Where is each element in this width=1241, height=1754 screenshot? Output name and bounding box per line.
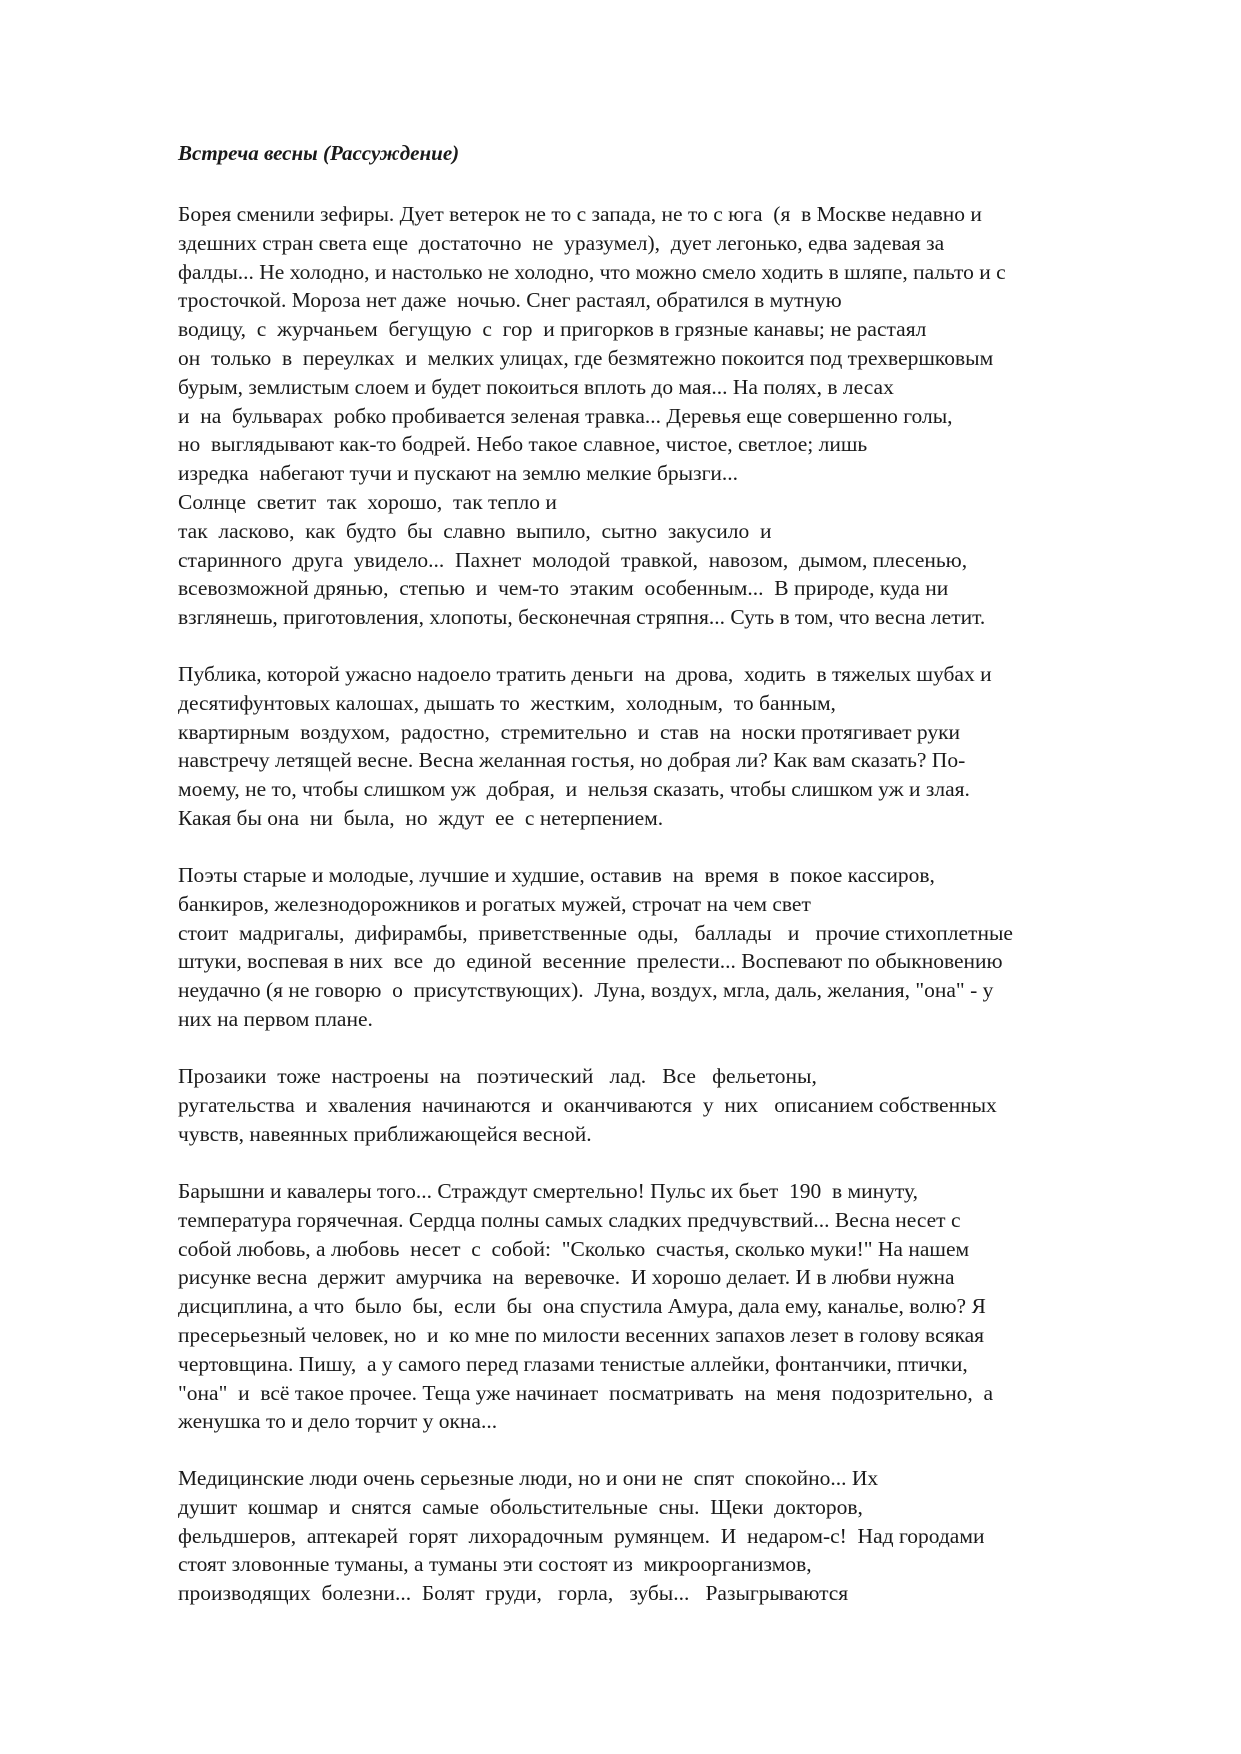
document-title: Встреча весны (Рассуждение) <box>178 141 460 165</box>
text-line: собой любовь, а любовь несет с собой: "Сколько счастья, сколько муки!" На нашем <box>178 1236 970 1261</box>
text-line: Барышни и кавалеры того... Страждут смертельно! Пульс их бьет 190 в минуту, <box>178 1179 918 1203</box>
text-line: но выглядывают как-то бодрей. Небо такое славное, чистое, светлое; лишь <box>178 432 868 457</box>
paragraph-5 <box>178 1177 1158 1436</box>
text-line: стоит мадригалы, дифирамбы, приветственные оды, баллады и прочие стихоплетные <box>178 920 1013 945</box>
paragraph-6 <box>178 1464 1158 1608</box>
text-line: штуки, воспевая в них все до единой весенние прелести... Воспевают по обыкновению <box>178 949 1003 974</box>
text-line: неудачно (я не говорю о присутствующих). Луна, воздух, мгла, даль, желания, "она" - у <box>178 978 994 1003</box>
text-line: Борея сменили зефиры. Дует ветерок не то с запада, не то с юга (я в Москве недавно и <box>178 202 982 226</box>
paragraph-3 <box>178 861 1158 1034</box>
text-line: водицу, с журчаньем бегущую с гор и пригорков в грязные канавы; не растаял <box>178 317 927 342</box>
text-line: изредка набегают тучи и пускают на землю мелкие брызги... <box>178 461 739 486</box>
text-line: здешних стран света еще достаточно не уразумел), дует легонько, едва задевая за <box>178 230 945 255</box>
text-line: "она" и всё такое прочее. Теща уже начинает посматривать на меня подозрительно, а <box>178 1380 994 1405</box>
text-line: фельдшеров, аптекарей горят лихорадочным румянцем. И недаром-с! Над городами <box>178 1523 985 1548</box>
text-line: женушка то и дело торчит у окна... <box>178 1409 498 1434</box>
text-line: душит кошмар и снятся самые обольстительные сны. Щеки докторов, <box>178 1494 863 1519</box>
text-line: Поэты старые и молодые, лучшие и худшие, оставив на время в покое кассиров, <box>178 863 935 887</box>
text-line: так ласково, как будто бы славно выпило, сытно закусило и <box>178 518 772 543</box>
text-line: банкиров, железнодорожников и рогатых мужей, строчат на чем свет <box>178 891 811 916</box>
text-line: чувств, навеянных приближающейся весной. <box>178 1121 592 1146</box>
text-line: них на первом плане. <box>178 1006 373 1031</box>
text-line: стоят зловонные туманы, а туманы эти состоят из микроорганизмов, <box>178 1552 812 1577</box>
text-line: квартирным воздухом, радостно, стремительно и став на носки протягивает руки <box>178 719 961 744</box>
text-line: моему, не то, чтобы слишком уж добрая, и нельзя сказать, чтобы слишком уж и злая. <box>178 777 970 802</box>
text-line: бурым, землистым слоем и будет покоиться вплоть до мая... На полях, в лесах <box>178 374 894 399</box>
paragraph-4 <box>178 1062 1158 1148</box>
text-line: десятифунтовых калошах, дышать то жестким, холодным, то банным, <box>178 690 836 715</box>
text-line: навстречу летящей весне. Весна желанная гостья, но добрая ли? Как вам сказать? По- <box>178 748 966 773</box>
text-line: взглянешь, приготовления, хлопоты, бесконечная стряпня... Суть в том, что весна летит. <box>178 605 986 630</box>
text-line: пресерьезный человек, но и ко мне по милости весенних запахов лезет в голову всякая <box>178 1322 985 1347</box>
text-line: старинного друга увидело... Пахнет молодой травкой, навозом, дымом, плесенью, <box>178 547 968 572</box>
text-line: чертовщина. Пишу, а у самого перед глазами тенистые аллейки, фонтанчики, птички, <box>178 1351 968 1376</box>
text-line: Публика, которой ужасно надоело тратить деньги на дрова, ходить в тяжелых шубах и <box>178 662 992 686</box>
paragraph-1 <box>178 200 1158 632</box>
text-line: и на бульварах робко пробивается зеленая травка... Деревья еще совершенно голы, <box>178 403 953 428</box>
text-line: Прозаики тоже настроены на поэтический лад. Все фельетоны, <box>178 1064 817 1088</box>
text-line: производящих болезни... Болят груди, горла, зубы... Разыгрываются <box>178 1581 849 1606</box>
text-line: он только в переулках и мелких улицах, где безмятежно покоится под трехвершковым <box>178 345 994 370</box>
text-line: температура горячечная. Сердца полны самых сладких предчувствий... Весна несет с <box>178 1207 961 1232</box>
text-line: Какая бы она ни была, но ждут ее с нетерпением. <box>178 805 664 830</box>
text-line: рисунке весна держит амурчика на веревочке. И хорошо делает. И в любви нужна <box>178 1265 955 1290</box>
text-line: фалды... Не холодно, и настолько не холодно, что можно смело ходить в шляпе, пальто и с <box>178 259 1006 284</box>
text-line: тросточкой. Мороза нет даже ночью. Снег растаял, обратился в мутную <box>178 288 842 313</box>
text-line: дисциплина, а что было бы, если бы она спустила Амура, дала ему, каналье, волю? Я <box>178 1294 986 1319</box>
text-line: Солнце светит так хорошо, так тепло и <box>178 489 557 514</box>
text-line: всевозможной дрянью, степью и чем-то этаким особенным... В природе, куда ни <box>178 576 949 601</box>
paragraph-2 <box>178 660 1158 833</box>
text-line: Медицинские люди очень серьезные люди, но и они не спят спокойно... Их <box>178 1466 879 1490</box>
text-line: ругательства и хваления начинаются и оканчиваются у них описанием собственных <box>178 1092 997 1117</box>
